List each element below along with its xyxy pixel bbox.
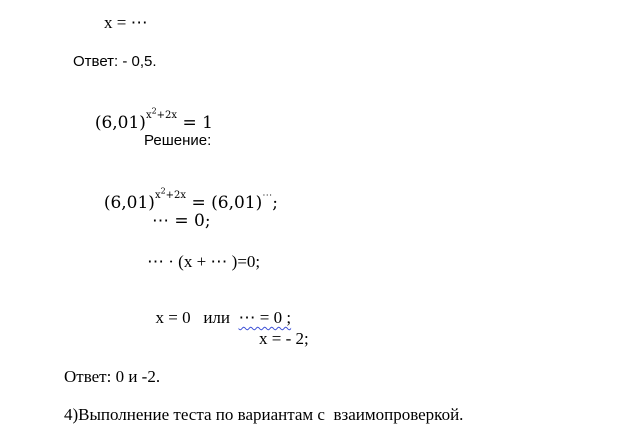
step-6: x = - 2;: [259, 329, 309, 348]
step-4: ⋯ · (x + ⋯ )=0;: [147, 252, 261, 271]
equation-2-exponent: x2+2x: [154, 187, 187, 202]
step-5: [147, 292, 291, 326]
step-3: ⋯ = 0;: [152, 211, 211, 231]
solution-label: Решение:: [144, 132, 212, 149]
answer-line-2: Ответ: 0 и -2.: [64, 367, 161, 386]
answer-line-1: Ответ: - 0,5.: [73, 53, 157, 70]
equation-2: [93, 174, 278, 212]
step-5-left: x = 0 или: [155, 308, 239, 327]
step-5-right: ⋯ = 0 ;: [238, 308, 292, 327]
task-4-line: 4)Выполнение теста по вариантам с взаимопроверкой.: [64, 405, 464, 424]
equation-1: [84, 94, 213, 132]
equation-2-end: ;: [272, 192, 278, 213]
equation-2-mid: = (6,01): [186, 192, 263, 213]
line-x-equals: x = ⋯: [104, 13, 148, 32]
equation-1-base: (6,01): [94, 112, 146, 133]
equation-2-lhs: (6,01): [103, 192, 155, 213]
equation-2-rhs-exponent: ⋯: [262, 190, 273, 202]
equation-1-rhs: = 1: [177, 112, 213, 133]
equation-1-exponent: x2+2x: [145, 107, 178, 122]
